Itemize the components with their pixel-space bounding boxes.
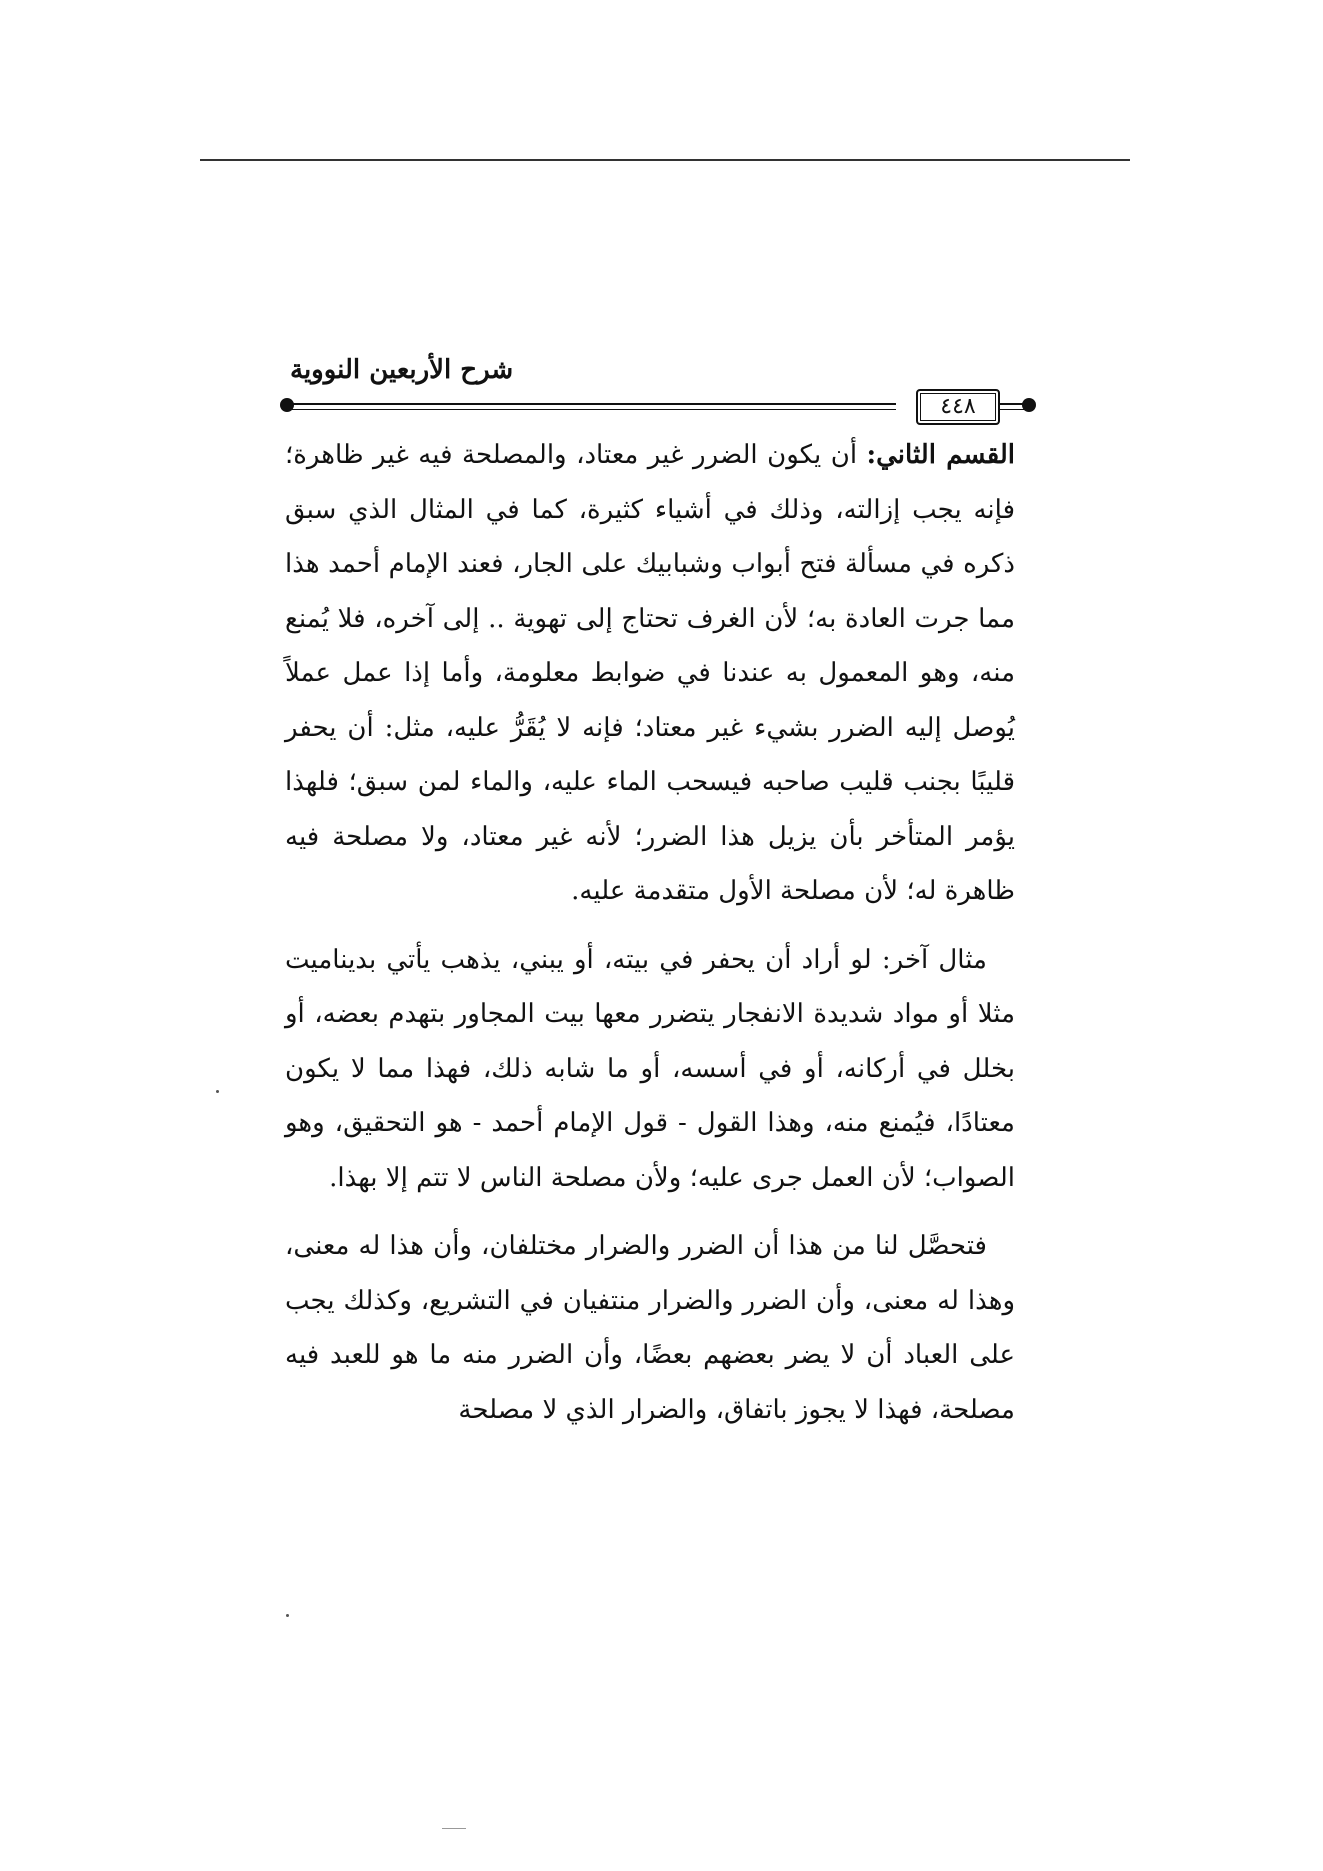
scan-mark [442, 1828, 466, 1829]
paragraph-text: فتحصَّل لنا من هذا أن الضرر والضرار مختلفان، وأن هذا له معنى، وهذا له معنى، وأن الضرر والضرار منتفيان في التشريع، وكذلك يجب على العباد أن لا يضر بعضهم بعضًا، وأن الضرر منه ما هو للعبد فيه مصلحة، فهذا لا يجوز باتفاق، والضرار الذي لا مصلحة [285, 1231, 1015, 1425]
paragraph-text: أن يكون الضرر غير معتاد، والمصلحة فيه غير ظاهرة؛ فإنه يجب إزالته، وذلك في أشياء كثيرة، كما في المثال الذي سبق ذكره في مسألة فتح أبواب وشبابيك على الجار، فعند الإمام أحمد هذا مما جرت العادة به؛ لأن الغرف تحتاج إلى تهوية .. إلى آخره، فلا يُمنع منه، وهو المعمول به عندنا في ضوابط معلومة، وأما إذا عمل عملاً يُوصل إليه الضرر بشيء غير معتاد؛ فإنه لا يُقَرُّ عليه، مثل: أن يحفر قليبًا بجنب قليب صاحبه فيسحب الماء عليه، والماء لمن سبق؛ فلهذا يؤمر المتأخر بأن يزيل هذا الضرر؛ لأنه غير معتاد، ولا مصلحة فيه ظاهرة له؛ لأن مصلحة الأول متقدمة عليه. [285, 440, 1015, 906]
paragraph-conclusion [285, 1219, 1015, 1437]
paragraph-another-example [285, 933, 1015, 1206]
scan-speck [216, 1090, 219, 1093]
section-label: القسم الثاني: [866, 440, 1016, 470]
header-double-rule [292, 403, 896, 410]
paragraph-section-two [285, 428, 1015, 919]
page-body [285, 428, 1015, 1451]
page-number: ٤٤٨ [916, 389, 1000, 425]
top-horizontal-rule [200, 159, 1130, 161]
book-title: شرح الأربعين النووية [290, 355, 514, 385]
header-ornament-dot-right [1022, 398, 1036, 412]
paragraph-text: مثال آخر: لو أراد أن يحفر في بيته، أو يبني، يذهب يأتي بديناميت مثلا أو مواد شديدة الانفجار يتضرر معها بيت المجاور بتهدم بعضه، أو بخلل في أركانه، أو في أسسه، أو ما شابه ذلك، فهذا مما لا يكون معتادًا، فيُمنع منه، وهذا القول - قول الإمام أحمد - هو التحقيق، وهو الصواب؛ لأن العمل جرى عليه؛ ولأن مصلحة الناس لا تتم إلا بهذا. [285, 944, 1015, 1193]
header-double-rule-right [998, 403, 1024, 410]
running-header [280, 355, 1040, 425]
scan-speck [286, 1614, 289, 1617]
